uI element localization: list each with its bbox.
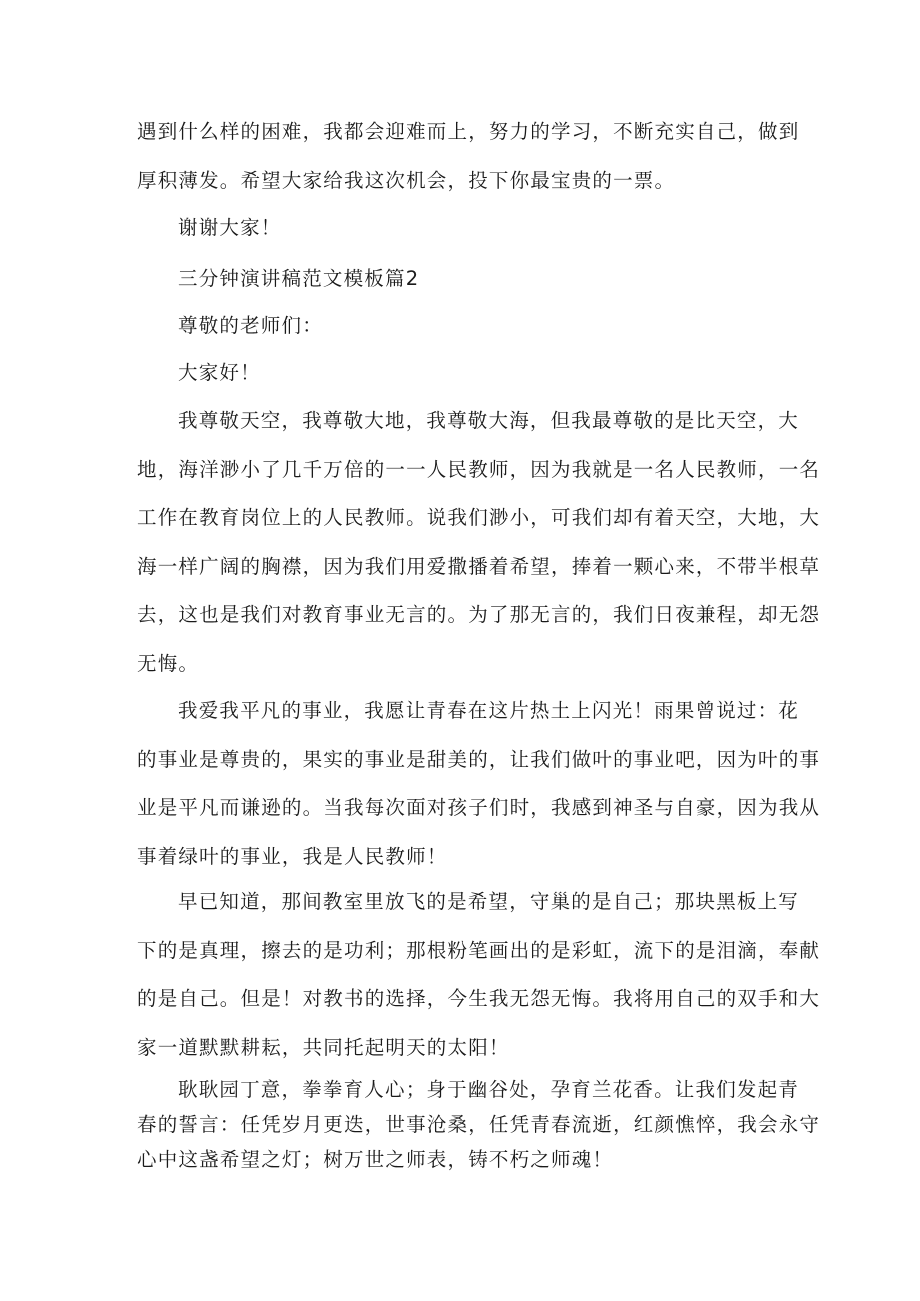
paragraph-line: 家一道默默耕耘，共同托起明天的太阳！ bbox=[137, 1035, 510, 1059]
paragraph-line: 工作在教育岗位上的人民教师。说我们渺小，可我们却有着天空，大地，大 bbox=[137, 506, 821, 529]
paragraph-line: 的是自己。但是！对教书的选择，今生我无怨无悔。我将用自己的双手和大 bbox=[137, 987, 821, 1010]
paragraph-line: 我尊敬天空，我尊敬大地，我尊敬大海，但我最尊敬的是比天空，大 bbox=[178, 409, 800, 432]
paragraph-line: 谢谢大家！ bbox=[178, 216, 282, 239]
paragraph-line: 下的是真理，擦去的是功利；那根粉笔画出的是彩虹，流下的是泪滴，奉献 bbox=[137, 938, 821, 962]
paragraph-7 bbox=[137, 696, 821, 872]
paragraph-line: 耿耿园丁意，拳拳育人心；身于幽谷处，孕育兰花香。让我们发起青 bbox=[178, 1078, 800, 1101]
salutation bbox=[137, 311, 793, 341]
paragraph-6 bbox=[137, 406, 821, 679]
paragraph-line: 业是平凡而谦逊的。当我每次面对孩子们时，我感到神圣与自豪，因为我从 bbox=[137, 796, 821, 819]
paragraph-line: 心中这盏希望之灯；树万世之师表，铸不朽之师魂！ bbox=[137, 1148, 614, 1171]
paragraph-line: 地，海洋渺小了几千万倍的一一人民教师，因为我就是一名人民教师，一名 bbox=[137, 457, 821, 481]
paragraph-8 bbox=[137, 887, 821, 1063]
section-heading-text: 三分钟演讲稿范文模板篇2 bbox=[178, 267, 420, 290]
paragraph-1 bbox=[137, 117, 800, 196]
paragraph-line: 我爱我平凡的事业，我愿让青春在这片热土上闪光！雨果曾说过：花 bbox=[178, 699, 800, 722]
paragraph-line: 海一样广阔的胸襟，因为我们用爱撒播着希望，捧着一颗心来，不带半根草 bbox=[137, 554, 821, 578]
section-heading bbox=[137, 264, 793, 294]
paragraph-line: 事着绿叶的事业，我是人民教师！ bbox=[137, 844, 448, 868]
paragraph-line: 春的誓言：任凭岁月更迭，世事沧桑，任凭青春流逝，红颜憔悴，我会永守 bbox=[137, 1113, 821, 1136]
paragraph-2 bbox=[137, 213, 793, 243]
paragraph-line: 厚积薄发。希望大家给我这次机会，投下你最宝贵的一票。 bbox=[137, 168, 676, 192]
paragraph-line: 的事业是尊贵的，果实的事业是甜美的，让我们做叶的事业吧，因为叶的事 bbox=[137, 747, 821, 771]
paragraph-line: 去，这也是我们对教育事业无言的。为了那无言的，我们日夜兼程，却无怨 bbox=[137, 603, 821, 626]
greeting bbox=[137, 358, 793, 388]
paragraph-9 bbox=[137, 1075, 821, 1175]
paragraph-line: 无悔。 bbox=[137, 651, 200, 675]
greeting-text: 大家好！ bbox=[178, 361, 261, 384]
salutation-text: 尊敬的老师们： bbox=[178, 314, 323, 337]
paragraph-line: 遇到什么样的困难，我都会迎难而上，努力的学习，不断充实自己，做到 bbox=[137, 120, 800, 143]
paragraph-line: 早已知道，那间教室里放飞的是希望，守巢的是自己；那块黑板上写 bbox=[178, 890, 800, 913]
